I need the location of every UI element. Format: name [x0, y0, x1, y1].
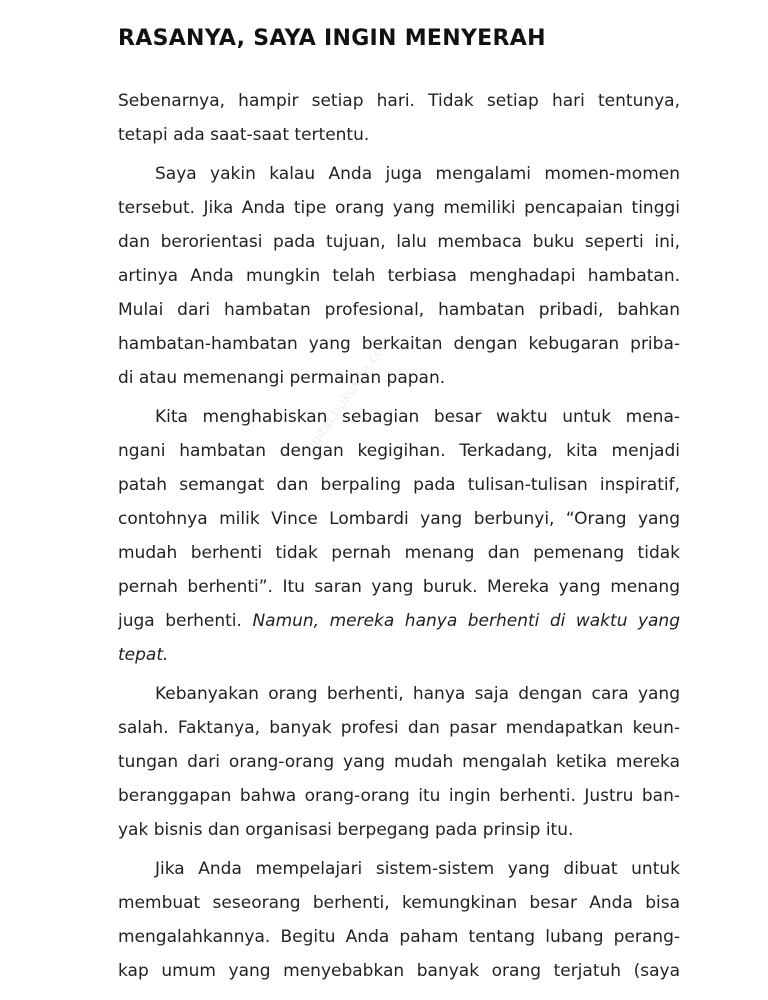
text-line: [118, 638, 680, 672]
text-segment: juga berhenti.: [118, 611, 253, 631]
chapter-heading: RASANYA, SAYA INGIN MENYERAH: [118, 26, 546, 51]
text-line: Jika Anda mempelajari sistem-sistem yang dibuat untuk: [155, 859, 680, 879]
text-line: contohnya milik Vince Lombardi yang berbunyi, “Orang yang: [118, 509, 680, 529]
italic-quote-end: tepat.: [118, 645, 169, 665]
paragraph-3: [118, 400, 680, 672]
text-line: mengalahkannya. Begitu Anda paham tentang lubang perang-: [118, 927, 680, 947]
paragraph-2: [118, 157, 680, 395]
text-line: tersebut. Jika Anda tipe orang yang memiliki pencapaian tinggi: [118, 198, 680, 218]
text-line: artinya Anda mungkin telah terbiasa menghadapi hambatan.: [118, 266, 680, 286]
paragraph-4: [118, 677, 680, 847]
italic-quote: Namun, mereka hanya berhenti di waktu yang: [252, 611, 680, 631]
text-line: dan berorientasi pada tujuan, lalu membaca buku seperti ini,: [118, 232, 680, 252]
paragraph-5: [118, 852, 680, 988]
text-line: salah. Faktanya, banyak profesi dan pasar mendapatkan keun-: [118, 718, 680, 738]
text-line: pernah berhenti”. Itu saran yang buruk. Mereka yang menang: [118, 577, 680, 597]
body-text: [118, 84, 680, 993]
text-line: membuat seseorang berhenti, kemungkinan besar Anda bisa: [118, 893, 680, 913]
text-line: beranggapan bahwa orang-orang itu ingin berhenti. Justru ban-: [118, 786, 680, 806]
text-line: Mulai dari hambatan profesional, hambatan pribadi, bahkan: [118, 300, 680, 320]
text-line: di atau memenangi permainan papan.: [118, 368, 446, 388]
text-line: tungan dari orang-orang yang mudah mengalah ketika mereka: [118, 752, 680, 772]
text-line: yak bisnis dan organisasi berpegang pada prinsip itu.: [118, 820, 574, 840]
text-line: hambatan-hambatan yang berkaitan dengan kebugaran priba-: [118, 334, 680, 354]
text-line: mudah berhenti tidak pernah menang dan pemenang tidak: [118, 543, 680, 563]
text-line: Saya yakin kalau Anda juga mengalami momen-momen: [155, 164, 680, 184]
text-line: Sebenarnya, hampir setiap hari. Tidak setiap hari tentunya,: [118, 91, 680, 111]
text-line: patah semangat dan berpaling pada tulisan-tulisan inspiratif,: [118, 475, 680, 495]
text-line-mixed: [118, 604, 680, 638]
text-line: Kita menghabiskan sebagian besar waktu untuk mena-: [155, 407, 680, 427]
text-line: ngani hambatan dengan kegigihan. Terkadang, kita menjadi: [118, 441, 680, 461]
paragraph-1: [118, 84, 680, 152]
text-line: Kebanyakan orang berhenti, hanya saja dengan cara yang: [155, 684, 680, 704]
watermark: digital.bukukita.com: [300, 333, 395, 460]
text-line: kap umum yang menyebabkan banyak orang terjatuh (saya: [118, 961, 680, 981]
text-line: tetapi ada saat-saat tertentu.: [118, 125, 370, 145]
